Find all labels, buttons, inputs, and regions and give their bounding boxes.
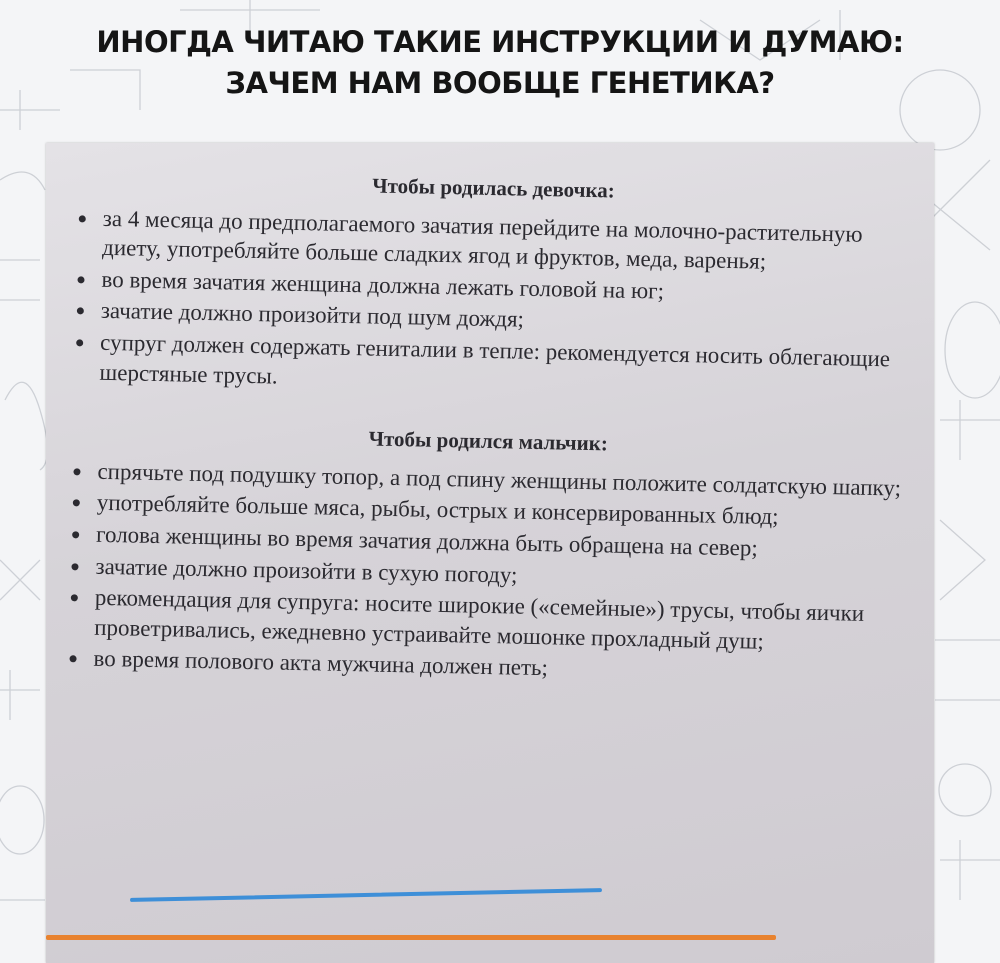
list-item: супруг должен содержать гениталии в тепле: рекомендуется носить облегающие шерстяные трусы. [59, 327, 920, 404]
list-item: во время зачатия женщина должна лежать головой на юг; [61, 264, 921, 312]
girl-section-title: Чтобы родилась девочка: [372, 173, 616, 203]
list-item: за 4 месяца до предполагаемого зачатия перейдите на молочно-растительную диету, употребляйте больше сладких ягод и фруктов, меда, варенья; [62, 203, 923, 280]
book-page-photo [46, 143, 934, 963]
caption-line-1: ИНОГДА ЧИТАЮ ТАКИЕ ИНСТРУКЦИИ И ДУМАЮ: [96, 25, 904, 59]
list-item: зачатие должно произойти под шум дождя; [61, 295, 921, 343]
list-item: голова женщины во время зачатия должна быть обращена на север; [56, 519, 916, 567]
list-item: зачатие должно произойти в сухую погоду; [55, 550, 915, 598]
list-item: во время полового акта мужчина должен петь; [53, 643, 913, 691]
boy-section-list [53, 456, 917, 691]
orange-highlight-underline [46, 935, 776, 940]
list-item: употребляйте больше мяса, рыбы, острых и консервированных блюд; [57, 487, 917, 535]
list-item: спрячьте под подушку топор, а под спину женщины положите солдатскую шапку; [57, 456, 917, 504]
book-page-text [53, 161, 924, 693]
meme-caption [0, 22, 1000, 104]
girl-section-list [59, 203, 923, 405]
boy-section-title: Чтобы родился мальчик: [368, 426, 609, 456]
caption-line-2: ЗАЧЕМ НАМ ВООБЩЕ ГЕНЕТИКА? [225, 66, 775, 100]
list-item: рекомендация для супруга: носите широкие («семейные») трусы, чтобы яички проветривались, ежедневно устраивайте мошонке прохладный душ; [54, 582, 915, 659]
